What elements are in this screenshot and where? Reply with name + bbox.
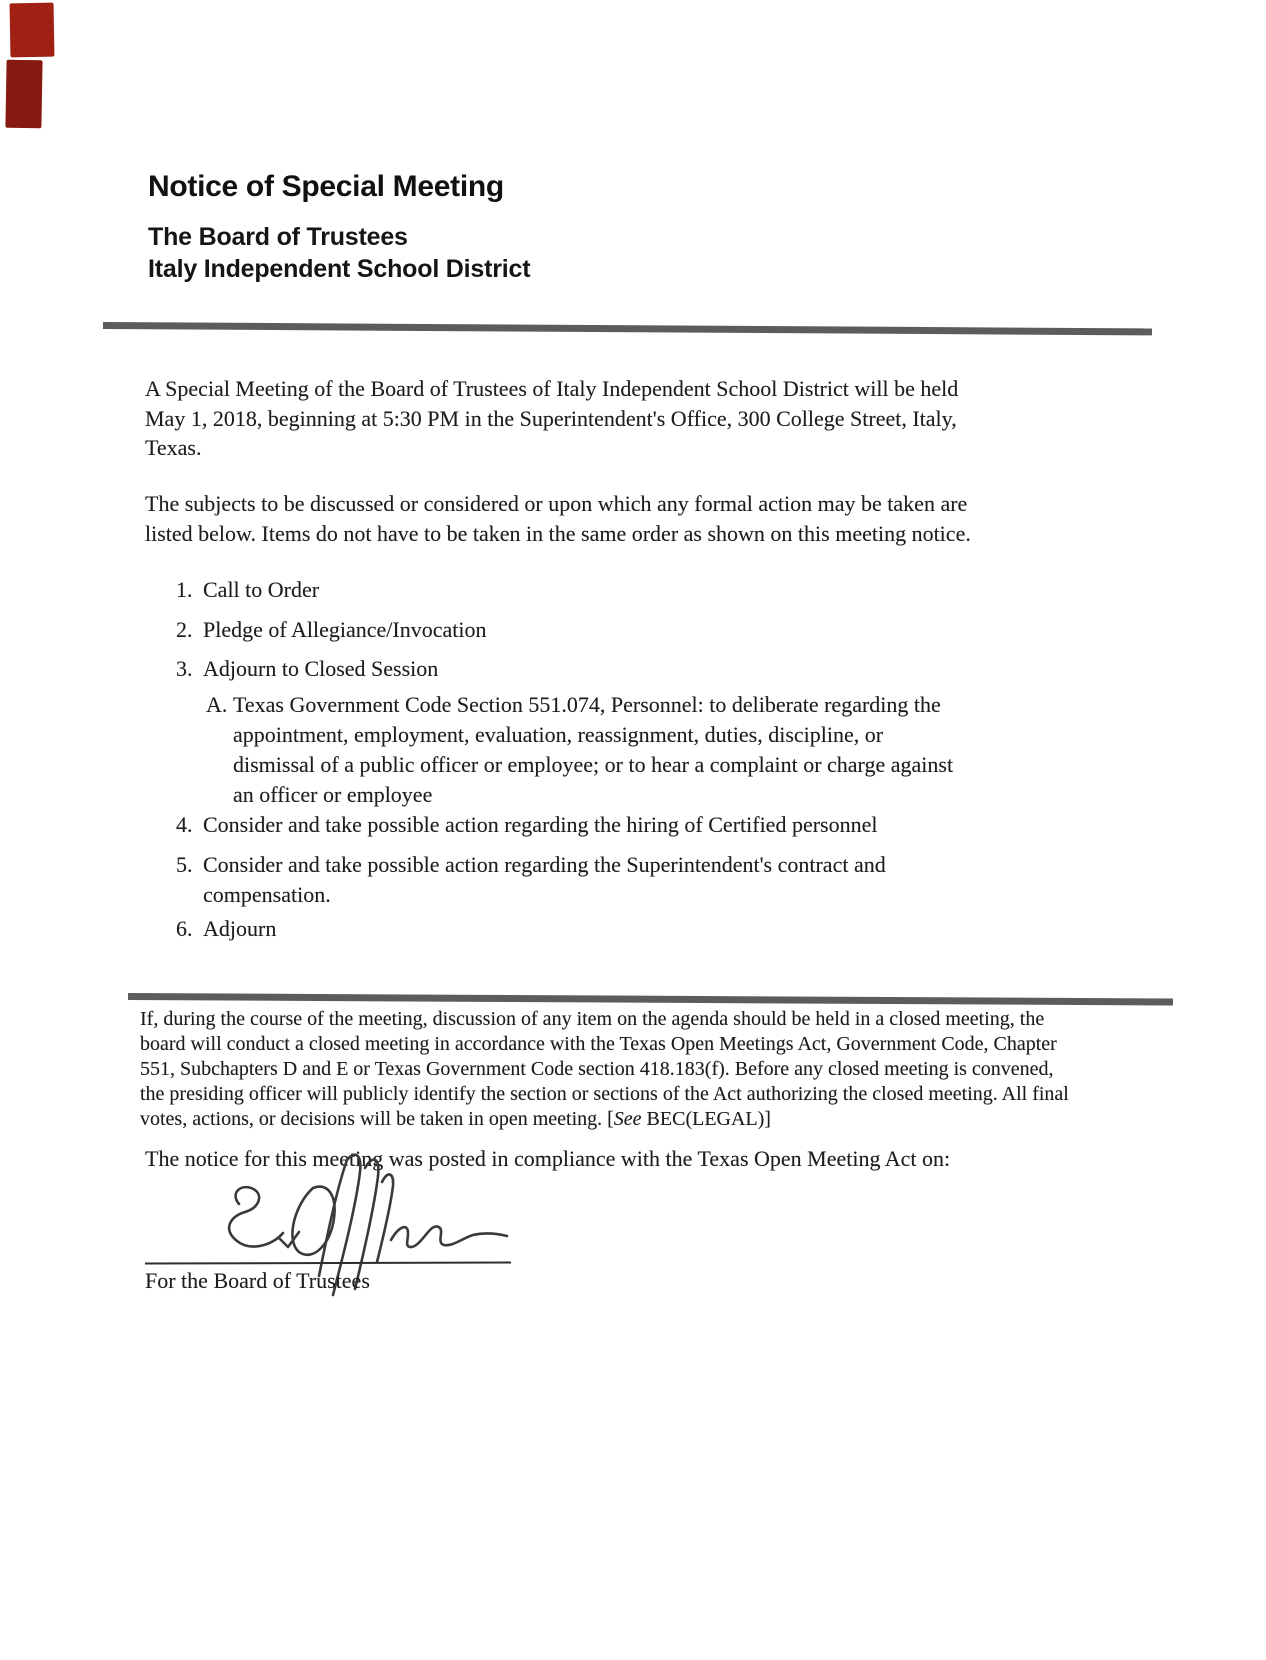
paragraph-line: A Special Meeting of the Board of Trustees of Italy Independent School District will be held bbox=[145, 376, 959, 401]
subtitle-board: The Board of Trustees bbox=[148, 223, 408, 251]
posting-statement: The notice for this meeting was posted in compliance with the Texas Open Meeting Act on: bbox=[145, 1146, 951, 1171]
paragraph-line: listed below. Items do not have to be taken in the same order as shown on this meeting notice. bbox=[145, 520, 971, 546]
agenda-item-text: Adjourn bbox=[203, 916, 277, 941]
legal-line: board will conduct a closed meeting in accordance with the Texas Open Meetings Act, Government Code, Chapter bbox=[140, 1033, 1057, 1055]
agenda-subitem-text: an officer or employee bbox=[233, 782, 433, 807]
legal-paragraph bbox=[140, 1007, 1069, 1132]
legal-line-part: BEC(LEGAL)] bbox=[641, 1108, 771, 1130]
agenda-item-number: 6. bbox=[176, 916, 193, 941]
agenda-item-text: Call to Order bbox=[203, 577, 320, 602]
agenda-item-text: Consider and take possible action regarding the Superintendent's contract and bbox=[203, 852, 886, 877]
agenda-item-6 bbox=[176, 914, 276, 944]
agenda-item-2 bbox=[176, 615, 486, 645]
agenda-subitem-letter: A. bbox=[206, 692, 228, 717]
page-subtitle bbox=[148, 221, 530, 285]
subjects-paragraph bbox=[145, 489, 971, 548]
agenda-item-text: compensation. bbox=[203, 882, 331, 907]
agenda-subitem-text: appointment, employment, evaluation, reassignment, duties, discipline, or bbox=[233, 722, 884, 747]
agenda-item-1 bbox=[176, 575, 319, 605]
agenda-item-number: 5. bbox=[176, 852, 193, 877]
agenda-subitem-3a bbox=[206, 690, 953, 810]
legal-line-part: votes, actions, or decisions will be taken in open meeting. [ bbox=[140, 1108, 614, 1130]
legal-see-italic: See bbox=[613, 1108, 642, 1130]
agenda-item-number: 1. bbox=[176, 577, 193, 602]
horizontal-rule-top bbox=[103, 322, 1152, 335]
agenda-item-text: Adjourn to Closed Session bbox=[203, 656, 439, 681]
page-title: Notice of Special Meeting bbox=[148, 170, 504, 204]
legal-line: If, during the course of the meeting, discussion of any item on the agenda should be held in a closed meeting, the bbox=[140, 1008, 1045, 1030]
agenda-item-text: Consider and take possible action regarding the hiring of Certified personnel bbox=[203, 812, 878, 837]
legal-line bbox=[140, 1107, 1069, 1132]
agenda-item-number: 3. bbox=[176, 656, 193, 681]
legal-line: 551, Subchapters D and E or Texas Government Code section 418.183(f). Before any closed meeting is convened, bbox=[140, 1058, 1054, 1080]
subtitle-district: Italy Independent School District bbox=[148, 255, 531, 283]
paragraph-line: Texas. bbox=[145, 435, 202, 460]
signature-caption: For the Board of Trustees bbox=[145, 1268, 370, 1293]
agenda-item-number: 2. bbox=[176, 617, 193, 642]
agenda-item-3 bbox=[176, 654, 438, 684]
paragraph-line: May 1, 2018, beginning at 5:30 PM in the Superintendent's Office, 300 College Street, Italy, bbox=[145, 405, 957, 431]
scan-artifact-bottom bbox=[5, 60, 42, 129]
legal-line: the presiding officer will publicly identify the section or sections of the Act authorizing the closed meeting. All final bbox=[140, 1083, 1069, 1105]
horizontal-rule-bottom bbox=[128, 993, 1173, 1005]
agenda-item-text: Pledge of Allegiance/Invocation bbox=[203, 617, 487, 642]
meeting-details-paragraph bbox=[145, 374, 958, 463]
signature-line bbox=[145, 1262, 511, 1265]
agenda-item-5 bbox=[176, 850, 886, 910]
paragraph-line: The subjects to be discussed or considered or upon which any formal action may be taken are bbox=[145, 491, 968, 516]
agenda-item-4 bbox=[176, 810, 877, 840]
scan-artifact-top bbox=[10, 3, 55, 58]
agenda-subitem-text: dismissal of a public officer or employee; or to hear a complaint or charge against bbox=[233, 752, 954, 777]
agenda-item-number: 4. bbox=[176, 812, 193, 837]
agenda-subitem-text: Texas Government Code Section 551.074, Personnel: to deliberate regarding the bbox=[233, 692, 941, 717]
